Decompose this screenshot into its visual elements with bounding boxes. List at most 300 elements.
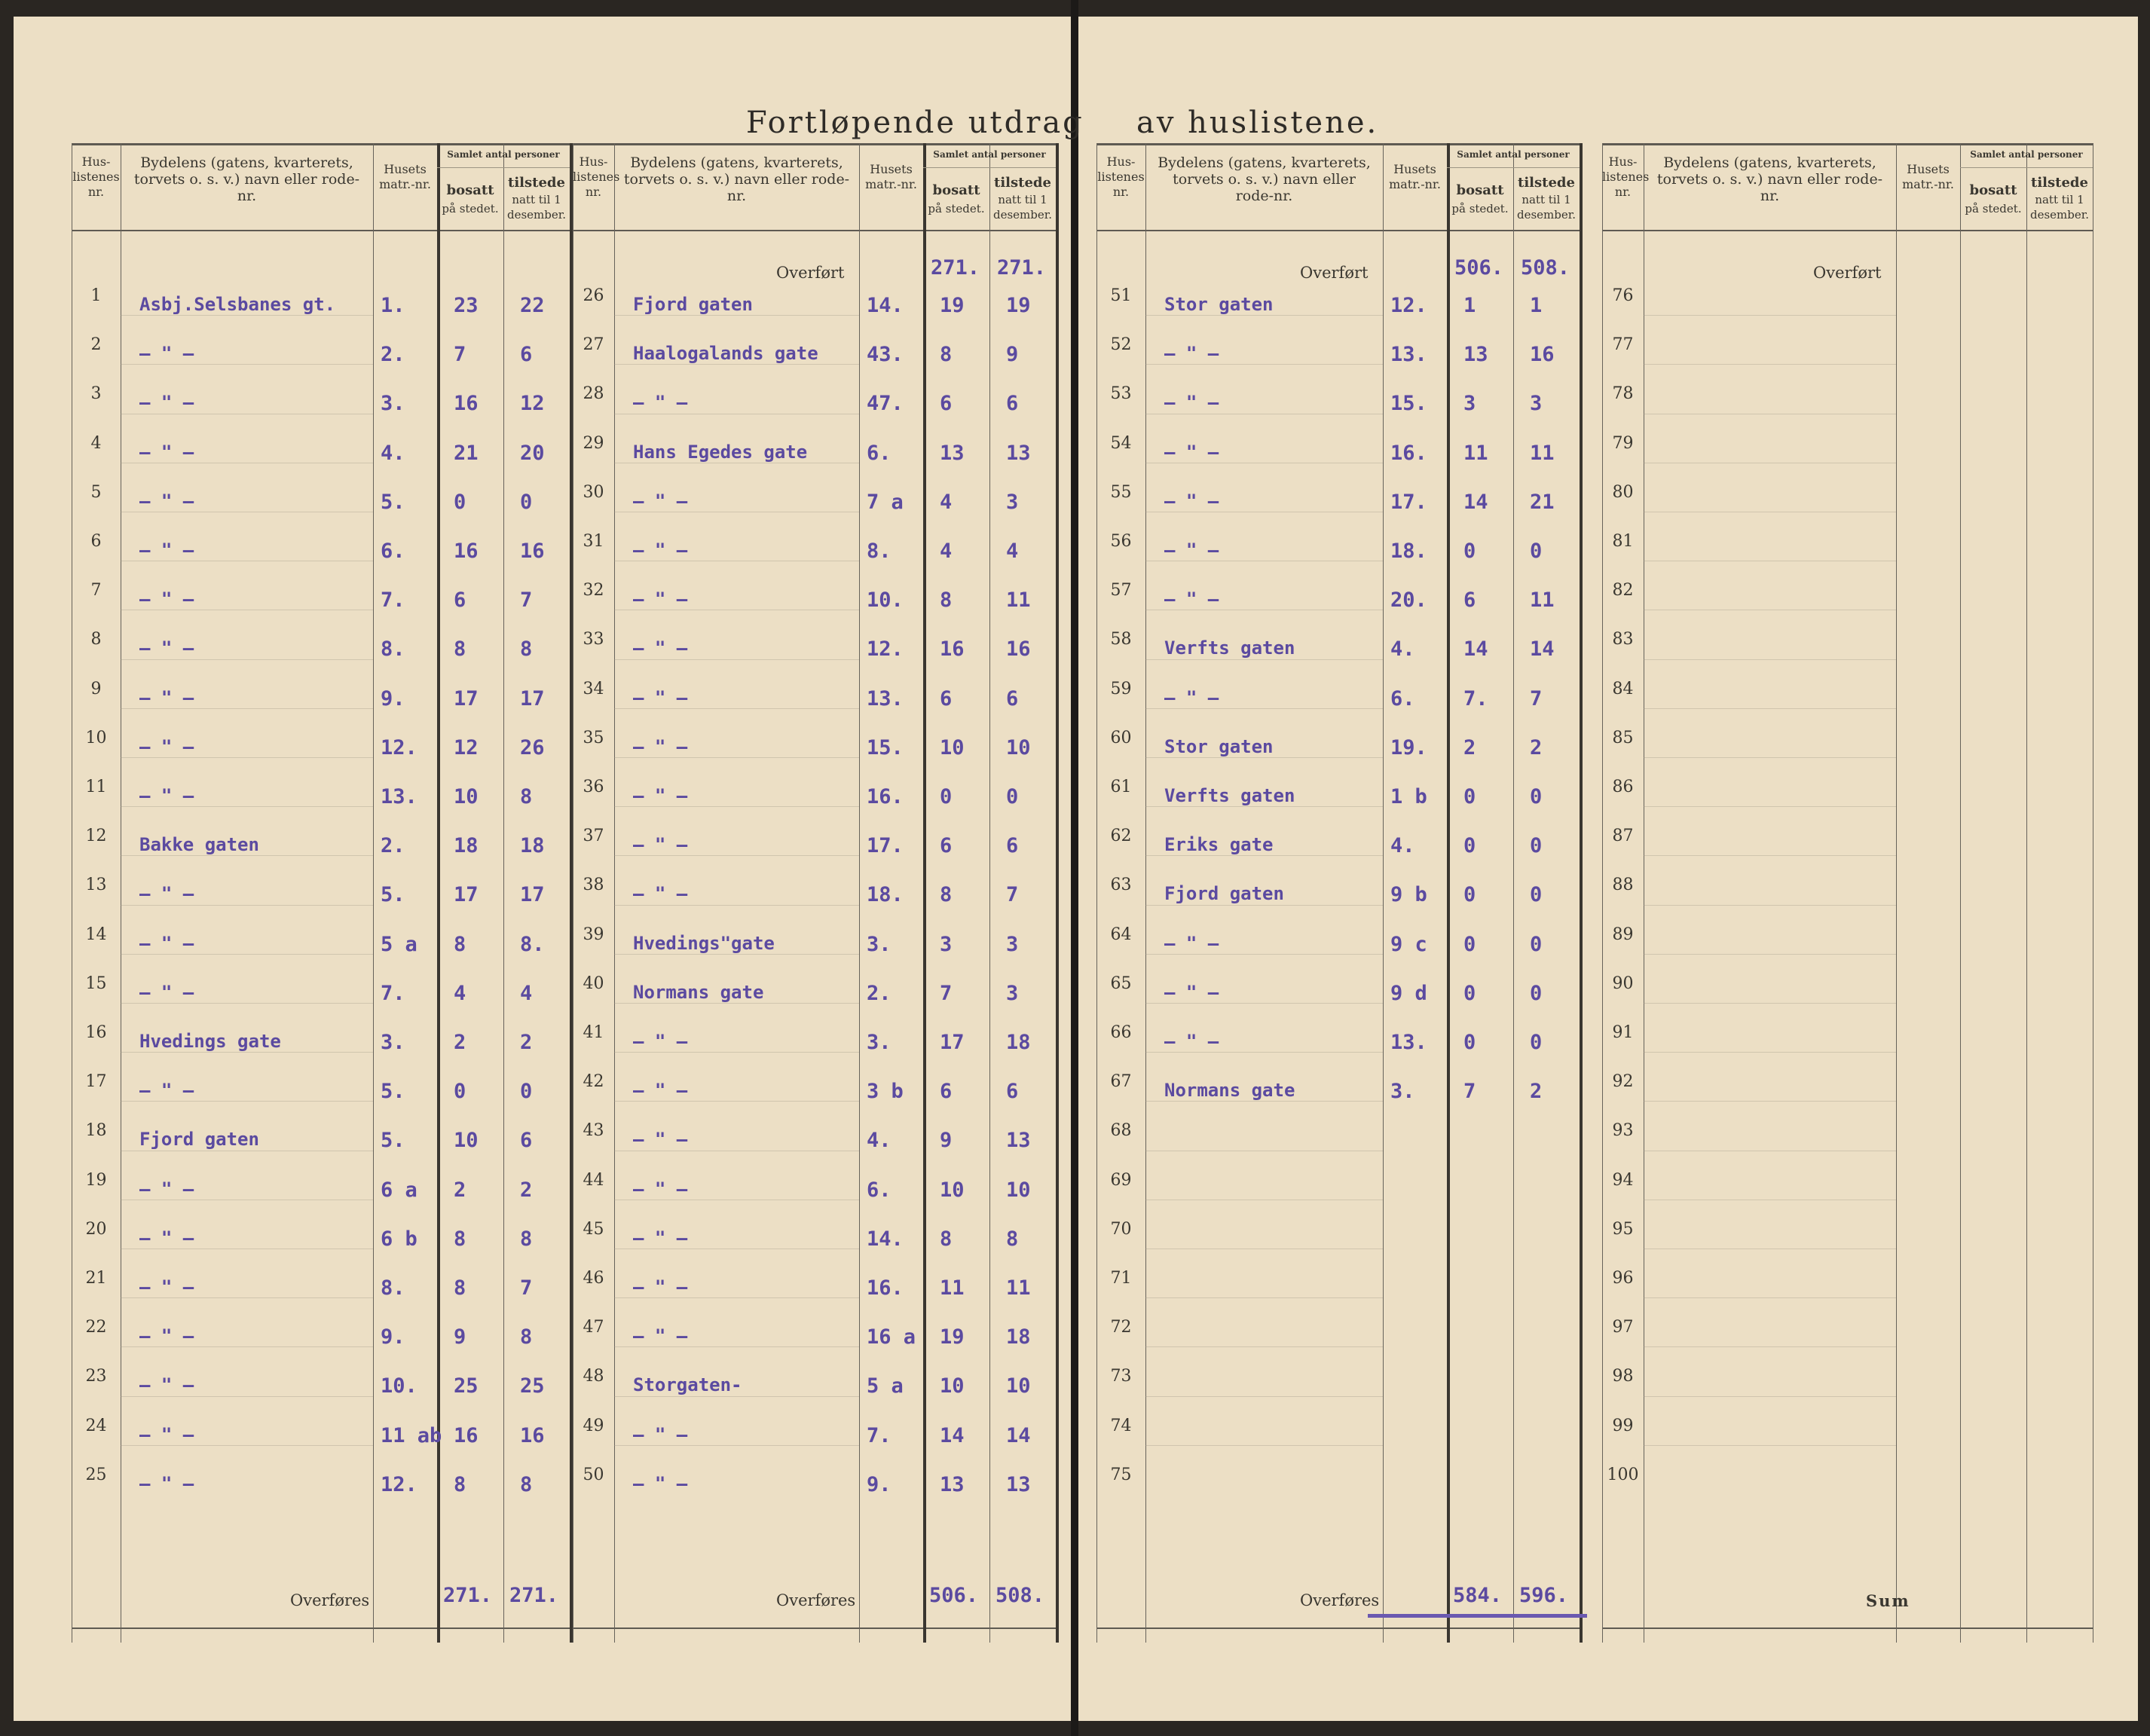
- tilstede-count: 8: [520, 1325, 533, 1349]
- header-bydel: Bydelens (gatens, kvarterets, torvets o. s. v.) navn eller rode-nr.: [133, 154, 360, 204]
- table-bottom-rule: [573, 1628, 1056, 1629]
- row-rule: [614, 806, 859, 807]
- tilstede-count: 13: [1006, 441, 1031, 465]
- overfores-tilstede: 271.: [509, 1584, 559, 1607]
- row-rule: [1644, 1445, 1896, 1446]
- bosatt-count: 10: [454, 785, 479, 808]
- tilstede-count: 3: [1006, 932, 1019, 956]
- row-rule: [121, 1445, 373, 1446]
- row-number: 13: [85, 876, 107, 895]
- tilstede-count: 6: [1006, 1080, 1019, 1104]
- street-name: – " –: [633, 392, 688, 414]
- row-number: 71: [1110, 1269, 1132, 1288]
- street-name: – " –: [1164, 539, 1219, 561]
- row-number: 100: [1607, 1465, 1639, 1484]
- column-rule: [1145, 143, 1146, 1643]
- bosatt-count: 0: [1463, 883, 1476, 907]
- header-bottom-rule: [72, 230, 570, 231]
- row-rule: [121, 757, 373, 758]
- row-number: 5: [90, 482, 102, 502]
- street-name: Asbj.Selsbanes gt.: [139, 294, 336, 315]
- bosatt-count: 13: [940, 441, 965, 465]
- street-name: Stor gaten: [1164, 735, 1274, 757]
- row-number: 17: [85, 1072, 107, 1092]
- bosatt-count: 0: [454, 490, 466, 514]
- bosatt-count: 10: [940, 1178, 965, 1202]
- matr-number: 15.: [867, 735, 904, 760]
- row-number: 45: [583, 1219, 604, 1239]
- row-rule: [614, 954, 859, 955]
- tilstede-count: 16: [1006, 637, 1031, 662]
- street-name: – " –: [633, 588, 688, 610]
- row-number: 79: [1612, 433, 1634, 453]
- matr-number: 12.: [1390, 294, 1427, 317]
- row-number: 21: [85, 1269, 107, 1288]
- header-tilstede-sub2: desember.: [1516, 208, 1577, 222]
- tilstede-count: 21: [1530, 490, 1555, 514]
- row-rule: [1644, 1396, 1896, 1397]
- bosatt-count: 3: [940, 932, 953, 956]
- header-tilstede-sub: natt til 1: [2035, 193, 2084, 206]
- header-bosatt: bosatt: [932, 182, 980, 198]
- total-underline: [1368, 1614, 1587, 1618]
- row-rule: [1145, 905, 1383, 906]
- overfores-label: Overføres: [1300, 1591, 1380, 1609]
- bosatt-count: 7.: [1463, 686, 1488, 711]
- row-number: 37: [583, 827, 604, 846]
- row-number: 75: [1110, 1465, 1132, 1484]
- street-name: Stor gaten: [1164, 294, 1274, 315]
- matr-number: 12.: [381, 1472, 417, 1496]
- street-name: Haalogalands gate: [633, 343, 818, 365]
- matr-number: 9 b: [1390, 883, 1427, 907]
- row-number: 98: [1612, 1367, 1634, 1386]
- street-name: – " –: [1164, 392, 1219, 414]
- bosatt-count: 9: [940, 1129, 953, 1153]
- street-name: Fjord gaten: [139, 1129, 259, 1151]
- matr-number: 6 a: [381, 1178, 417, 1202]
- street-name: – " –: [633, 1423, 688, 1445]
- row-rule: [1644, 855, 1896, 856]
- street-name: – " –: [139, 785, 194, 806]
- street-name: – " –: [139, 539, 194, 561]
- row-number: 65: [1110, 973, 1132, 993]
- street-name: – " –: [139, 883, 194, 905]
- matr-number: 6.: [867, 441, 892, 465]
- row-number: 7: [90, 581, 102, 601]
- row-rule: [1644, 1052, 1896, 1053]
- table-bottom-rule: [1096, 1628, 1580, 1629]
- left-page: [14, 17, 1071, 1721]
- tilstede-count: 3: [1006, 981, 1019, 1005]
- street-name: – " –: [139, 1227, 194, 1249]
- row-rule: [1145, 1297, 1383, 1298]
- bosatt-count: 18: [454, 834, 479, 858]
- street-name: Storgaten-: [633, 1374, 742, 1396]
- overfores-bosatt: 584.: [1453, 1584, 1503, 1607]
- row-number: 67: [1110, 1072, 1132, 1092]
- row-number: 28: [583, 384, 604, 404]
- matr-number: 13.: [1390, 1031, 1427, 1054]
- bosatt-count: 0: [1463, 785, 1476, 808]
- header-bottom-rule: [1096, 230, 1580, 231]
- street-name: – " –: [139, 637, 194, 659]
- header-sub-rule: [923, 167, 1056, 168]
- bosatt-count: 4: [454, 981, 466, 1005]
- row-number: 99: [1612, 1416, 1634, 1435]
- tilstede-count: 8: [520, 785, 533, 808]
- tilstede-count: 17: [520, 883, 545, 907]
- matr-number: 5.: [381, 490, 405, 514]
- row-rule: [121, 1346, 373, 1347]
- street-name: Normans gate: [633, 981, 764, 1003]
- row-number: 77: [1612, 335, 1634, 355]
- header-samlet: Samlet antal personer: [447, 149, 560, 160]
- row-number: 44: [583, 1170, 604, 1190]
- bosatt-count: 2: [1463, 735, 1476, 760]
- bosatt-count: 8: [454, 932, 466, 956]
- overfort-label: Overført: [1813, 264, 1882, 282]
- street-name: Fjord gaten: [633, 294, 753, 315]
- row-number: 34: [583, 679, 604, 698]
- tilstede-count: 11: [1530, 441, 1555, 465]
- tilstede-count: 0: [1530, 834, 1543, 858]
- tilstede-count: 17: [520, 686, 545, 711]
- row-rule: [1145, 1052, 1383, 1053]
- tilstede-count: 2: [1530, 735, 1543, 760]
- matr-number: 19.: [1390, 735, 1427, 760]
- bosatt-count: 0: [1463, 1031, 1476, 1054]
- table-top-rule: [1602, 143, 2093, 145]
- header-hus-nr: Hus-listenes nr.: [1097, 154, 1145, 199]
- sum-label: Sum: [1866, 1591, 1910, 1610]
- column-rule: [989, 143, 990, 1643]
- header-tilstede: tilstede: [508, 175, 565, 191]
- row-number: 89: [1612, 925, 1634, 944]
- column-rule: [1602, 143, 1603, 1643]
- tilstede-count: 0: [520, 490, 533, 514]
- matr-number: 9.: [381, 686, 405, 711]
- row-number: 15: [85, 973, 107, 993]
- row-number: 96: [1612, 1269, 1634, 1288]
- row-number: 97: [1612, 1318, 1634, 1337]
- bosatt-count: 4: [940, 539, 953, 563]
- bosatt-count: 21: [454, 441, 479, 465]
- row-number: 54: [1110, 433, 1132, 453]
- row-rule: [1644, 1003, 1896, 1004]
- header-bosatt: bosatt: [446, 182, 494, 198]
- bosatt-count: 11: [940, 1276, 965, 1300]
- row-number: 3: [90, 384, 102, 404]
- row-number: 78: [1612, 384, 1634, 404]
- tilstede-count: 0: [1530, 883, 1543, 907]
- matr-number: 6.: [381, 539, 405, 563]
- row-rule: [614, 855, 859, 856]
- row-rule: [614, 1346, 859, 1347]
- column-rule: [1960, 143, 1961, 1643]
- bosatt-count: 8: [454, 637, 466, 662]
- row-number: 95: [1612, 1219, 1634, 1239]
- header-samlet: Samlet antal personer: [1970, 149, 2083, 160]
- tilstede-count: 6: [1006, 834, 1019, 858]
- row-number: 42: [583, 1072, 604, 1092]
- column-rule: [923, 143, 926, 1643]
- bosatt-count: 17: [454, 883, 479, 907]
- matr-number: 8.: [867, 539, 892, 563]
- tilstede-count: 19: [1006, 294, 1031, 317]
- bosatt-count: 17: [454, 686, 479, 711]
- tilstede-count: 3: [1006, 490, 1019, 514]
- row-number: 92: [1612, 1072, 1634, 1092]
- tilstede-count: 2: [1530, 1080, 1543, 1104]
- header-tilstede-sub2: desember.: [992, 208, 1053, 222]
- row-rule: [121, 905, 373, 906]
- street-name: – " –: [139, 1472, 194, 1494]
- matr-number: 4.: [867, 1129, 892, 1153]
- bosatt-count: 14: [1463, 637, 1488, 662]
- row-rule: [1644, 1101, 1896, 1102]
- bosatt-count: 7: [454, 343, 466, 367]
- row-rule: [1145, 708, 1383, 709]
- tilstede-count: 4: [520, 981, 533, 1005]
- street-name: – " –: [1164, 490, 1219, 512]
- bosatt-count: 1: [1463, 294, 1476, 317]
- matr-number: 43.: [867, 343, 904, 367]
- street-name: Eriks gate: [1164, 834, 1274, 856]
- street-name: – " –: [633, 834, 688, 856]
- row-rule: [121, 1297, 373, 1298]
- tilstede-count: 16: [520, 539, 545, 563]
- bosatt-count: 6: [1463, 588, 1476, 613]
- row-number: 62: [1110, 827, 1132, 846]
- matr-number: 7.: [381, 588, 405, 613]
- row-rule: [121, 1003, 373, 1004]
- overfores-label: Overføres: [290, 1591, 370, 1609]
- header-bydel: Bydelens (gatens, kvarterets, torvets o. s. v.) navn eller rode-nr.: [1656, 154, 1883, 204]
- header-hus-nr: Hus-listenes nr.: [1602, 154, 1650, 199]
- header-tilstede: tilstede: [2031, 175, 2088, 191]
- row-number: 57: [1110, 581, 1132, 601]
- overfort-tilstede: 271.: [997, 256, 1047, 280]
- bosatt-count: 8: [940, 343, 953, 367]
- tilstede-count: 4: [1006, 539, 1019, 563]
- tilstede-count: 13: [1006, 1472, 1031, 1496]
- tilstede-count: 25: [520, 1374, 545, 1398]
- row-rule: [121, 1052, 373, 1053]
- tilstede-count: 10: [1006, 1374, 1031, 1398]
- street-name: – " –: [633, 1276, 688, 1297]
- matr-number: 3.: [1390, 1080, 1415, 1104]
- matr-number: 9.: [867, 1472, 892, 1496]
- bosatt-count: 2: [454, 1178, 466, 1202]
- bosatt-count: 0: [1463, 932, 1476, 956]
- tilstede-count: 11: [1530, 588, 1555, 613]
- bosatt-count: 13: [1463, 343, 1488, 367]
- matr-number: 7.: [867, 1423, 892, 1447]
- title-right: av huslistene.: [1136, 105, 1379, 140]
- matr-number: 8.: [381, 637, 405, 662]
- header-tilstede-sub: natt til 1: [998, 193, 1047, 206]
- tilstede-count: 8: [1006, 1227, 1019, 1251]
- tilstede-count: 0: [1530, 539, 1543, 563]
- matr-number: 6.: [1390, 686, 1415, 711]
- row-number: 84: [1612, 679, 1634, 698]
- row-number: 18: [85, 1121, 107, 1141]
- matr-number: 14.: [867, 1227, 904, 1251]
- bosatt-count: 0: [1463, 539, 1476, 563]
- tilstede-count: 0: [1530, 981, 1543, 1005]
- column-rule: [2026, 143, 2027, 1643]
- tilstede-count: 22: [520, 294, 545, 317]
- bosatt-count: 16: [454, 392, 479, 416]
- header-tilstede-sub: natt til 1: [1522, 193, 1571, 206]
- street-name: – " –: [139, 1276, 194, 1297]
- street-name: – " –: [633, 1325, 688, 1347]
- row-rule: [614, 315, 859, 316]
- matr-number: 5.: [381, 1080, 405, 1104]
- street-name: – " –: [139, 1080, 194, 1102]
- table-bottom-rule: [72, 1628, 570, 1629]
- tilstede-count: 13: [1006, 1129, 1031, 1153]
- tilstede-count: 1: [1530, 294, 1543, 317]
- matr-number: 13.: [381, 785, 417, 808]
- street-name: Fjord gaten: [1164, 883, 1284, 905]
- tilstede-count: 16: [1530, 343, 1555, 367]
- row-rule: [1145, 1101, 1383, 1102]
- row-rule: [1145, 315, 1383, 316]
- tilstede-count: 0: [1006, 785, 1019, 808]
- row-number: 94: [1612, 1170, 1634, 1190]
- tilstede-count: 8: [520, 1227, 533, 1251]
- row-number: 40: [583, 973, 604, 993]
- row-number: 4: [90, 433, 102, 453]
- header-bosatt: bosatt: [1969, 182, 2017, 198]
- matr-number: 5 a: [381, 932, 417, 956]
- row-number: 32: [583, 581, 604, 601]
- street-name: – " –: [139, 932, 194, 954]
- row-number: 46: [583, 1269, 604, 1288]
- row-rule: [1644, 757, 1896, 758]
- overfores-tilstede: 596.: [1519, 1584, 1569, 1607]
- matr-number: 18.: [867, 883, 904, 907]
- header-tilstede-sub: natt til 1: [512, 193, 561, 206]
- matr-number: 12.: [381, 735, 417, 760]
- row-number: 86: [1612, 778, 1634, 796]
- tilstede-count: 12: [520, 392, 545, 416]
- header-matr: Husets matr.-nr.: [1389, 162, 1441, 191]
- row-number: 16: [85, 1023, 107, 1042]
- bosatt-count: 8: [940, 883, 953, 907]
- street-name: – " –: [633, 1129, 688, 1151]
- street-name: – " –: [633, 1227, 688, 1249]
- row-number: 91: [1612, 1023, 1634, 1042]
- street-name: – " –: [1164, 686, 1219, 708]
- bosatt-count: 0: [454, 1080, 466, 1104]
- row-number: 80: [1612, 482, 1634, 502]
- row-number: 48: [583, 1367, 604, 1386]
- matr-number: 15.: [1390, 392, 1427, 416]
- row-number: 87: [1612, 827, 1634, 846]
- column-rule: [1447, 143, 1450, 1643]
- header-sub-rule: [437, 167, 570, 168]
- row-rule: [1644, 364, 1896, 365]
- matr-number: 9 c: [1390, 932, 1427, 956]
- bosatt-count: 8: [454, 1276, 466, 1300]
- bosatt-count: 19: [940, 294, 965, 317]
- bosatt-count: 14: [940, 1423, 965, 1447]
- street-name: – " –: [633, 490, 688, 512]
- street-name: – " –: [139, 1374, 194, 1396]
- street-name: – " –: [139, 981, 194, 1003]
- row-number: 60: [1110, 728, 1132, 747]
- row-number: 68: [1110, 1121, 1132, 1141]
- street-name: Hvedings"gate: [633, 932, 775, 954]
- overfort-bosatt: 506.: [1454, 256, 1504, 280]
- matr-number: 3.: [867, 932, 892, 956]
- street-name: – " –: [139, 1178, 194, 1200]
- header-tilstede-sub2: desember.: [2029, 208, 2090, 222]
- matr-number: 6 b: [381, 1227, 417, 1251]
- row-number: 41: [583, 1023, 604, 1042]
- column-rule: [1096, 143, 1097, 1643]
- tilstede-count: 11: [1006, 588, 1031, 613]
- bosatt-count: 23: [454, 294, 479, 317]
- row-rule: [121, 806, 373, 807]
- matr-number: 9 d: [1390, 981, 1427, 1005]
- row-number: 35: [583, 728, 604, 747]
- bosatt-count: 8: [940, 1227, 953, 1251]
- bosatt-count: 10: [454, 1129, 479, 1153]
- bosatt-count: 7: [940, 981, 953, 1005]
- row-number: 36: [583, 778, 604, 796]
- matr-number: 5.: [381, 1129, 405, 1153]
- matr-number: 3.: [867, 1031, 892, 1054]
- bosatt-count: 7: [1463, 1080, 1476, 1104]
- row-number: 27: [583, 335, 604, 355]
- row-rule: [121, 315, 373, 316]
- tilstede-count: 20: [520, 441, 545, 465]
- row-number: 49: [583, 1416, 604, 1435]
- row-rule: [614, 1396, 859, 1397]
- street-name: – " –: [139, 686, 194, 708]
- bosatt-count: 6: [940, 1080, 953, 1104]
- street-name: – " –: [139, 588, 194, 610]
- row-number: 76: [1612, 286, 1634, 305]
- title-left: Fortløpende utdrag: [746, 105, 1084, 140]
- row-number: 26: [583, 286, 604, 305]
- table-top-rule: [573, 143, 1056, 145]
- row-number: 74: [1110, 1416, 1132, 1435]
- header-bosatt-sub: på stedet.: [1965, 202, 2022, 215]
- tilstede-count: 7: [1530, 686, 1543, 711]
- overfort-bosatt: 271.: [931, 256, 980, 280]
- header-samlet: Samlet antal personer: [933, 149, 1046, 160]
- street-name: – " –: [633, 637, 688, 659]
- header-samlet: Samlet antal personer: [1457, 149, 1570, 160]
- tilstede-count: 11: [1006, 1276, 1031, 1300]
- row-rule: [1644, 806, 1896, 807]
- street-name: – " –: [1164, 441, 1219, 463]
- bosatt-count: 3: [1463, 392, 1476, 416]
- street-name: – " –: [633, 883, 688, 905]
- row-number: 6: [90, 532, 102, 551]
- bosatt-count: 8: [454, 1472, 466, 1496]
- tilstede-count: 6: [1006, 686, 1019, 711]
- row-rule: [614, 905, 859, 906]
- bosatt-count: 12: [454, 735, 479, 760]
- bosatt-count: 14: [1463, 490, 1488, 514]
- row-number: 31: [583, 532, 604, 551]
